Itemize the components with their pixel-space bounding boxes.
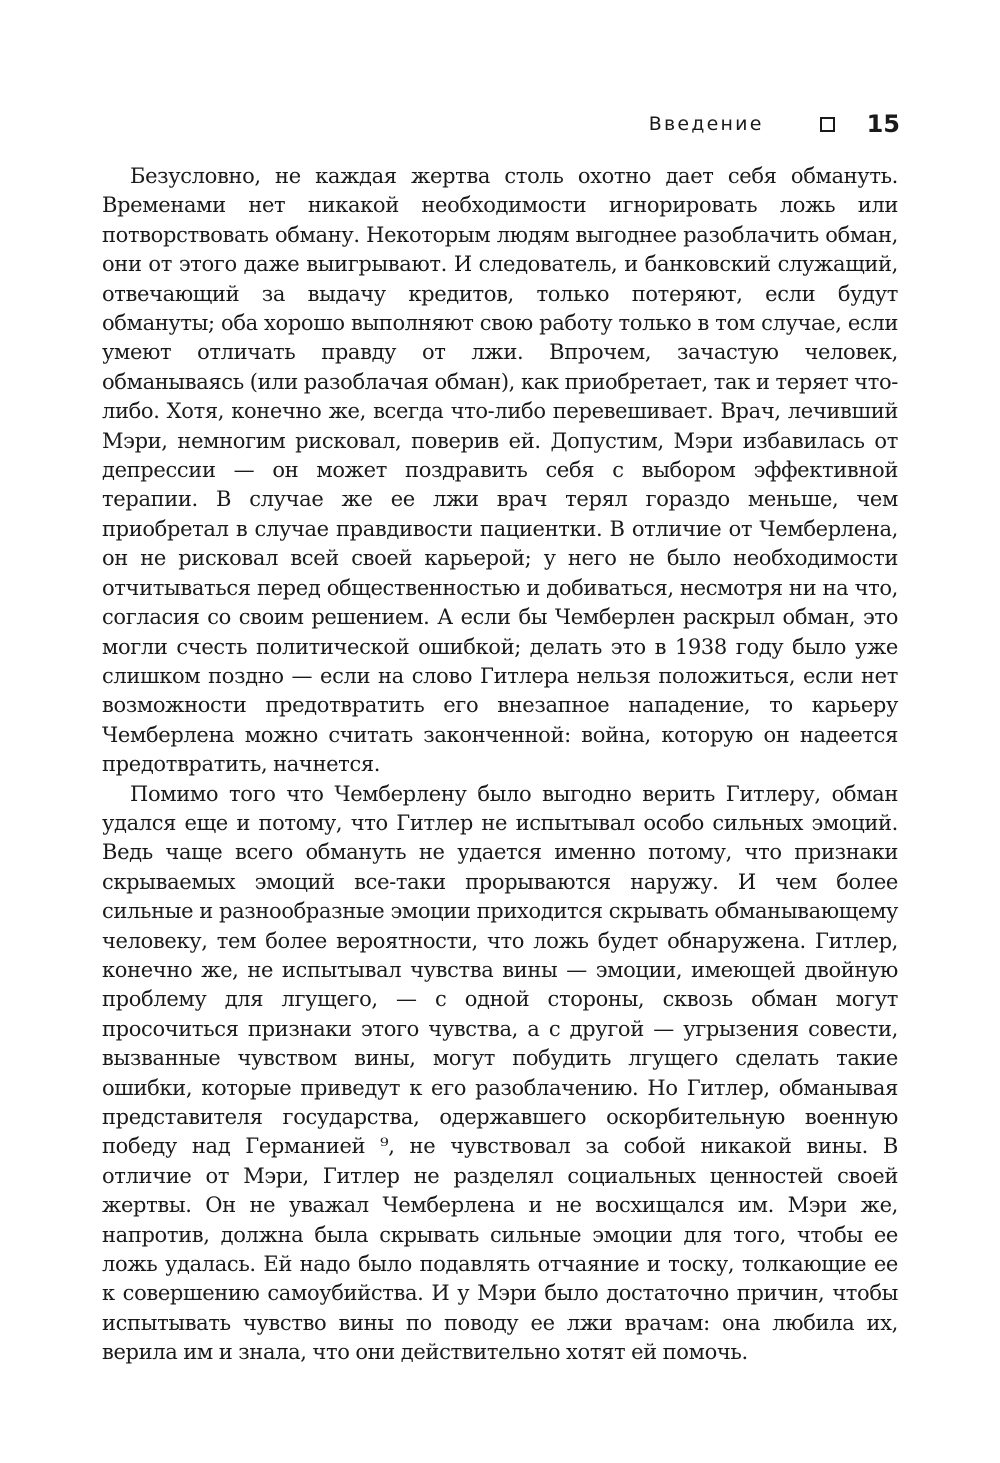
paragraph-1: Безусловно, не каждая жертва столь охотно дает себя обмануть. Временами нет никакой необходимости игнорировать ложь или потворствовать обману. Некоторым людям выгоднее разоблачить обман, они от этого даже выигрывают. И следователь, и банковский служащий, отвечающий за выдачу кредитов, только потеряют, если будут обмануты; оба хорошо выполняют свою работу только в том случае, если умеют отличать правду от лжи. Впрочем, зачастую человек, обманываясь (или разоблачая обман), как приобретает, так и теряет что-либо. Хотя, конечно же, всегда что-либо перевешивает. Врач, лечивший Мэри, немногим рисковал, поверив ей. Допустим, Мэри избавилась от депрессии — он может поздравить себя с выбором эффективной терапии. В случае же ее лжи врач терял гораздо меньше, чем приобретал в случае правдивости пациентки. В отличие от Чемберлена, он не рисковал всей своей карьерой; у него не было необходимости отчитываться перед общественностью и добиваться, несмотря ни на что, согласия со своим решением. А если бы Чемберлен раскрыл обман, это могли счесть политической ошибкой; делать это в 1938 году было уже слишком поздно — если на слово Гитлера нельзя положиться, если нет возможности предотвратить его внезапное нападение, то карьеру Чемберлена можно считать законченной: война, которую он надеется предотвратить, начнется. xyxy=(102,164,898,777)
running-header xyxy=(649,108,900,140)
square-box-icon xyxy=(820,117,835,132)
paragraph-2: Помимо того что Чемберлену было выгодно верить Гитлеру, обман удался еще и потому, что Гитлер не испытывал особо сильных эмоций. Ведь чаще всего обмануть не удается именно потому, что признаки скрываемых эмоций все-таки прорываются наружу. И чем более сильные и разнообразные эмоции приходится скрывать обманывающему человеку, тем более вероятности, что ложь будет обнаружена. Гитлер, конечно же, не испытывал чувства вины — эмоции, имеющей двойную проблему для лгущего, — с одной стороны, сквозь обман могут просочиться признаки этого чувства, а с другой — угрызения совести, вызванные чувством вины, могут побудить лгущего сделать такие ошибки, которые приведут к его разоблачению. Но Гитлер, обманывая представителя государства, одержавшего оскорбительную военную победу над Германией ⁹, не чувствовал за собой никакой вины. В отличие от Мэри, Гитлер не разделял социальных ценностей своей жертвы. Он не уважал Чемберлена и не восхищался им. Мэри же, напротив, должна была скрывать сильные эмоции для того, чтобы ее ложь удалась. Ей надо было подавлять отчаяние и тоску, толкающие ее к совершению самоубийства. И у Мэри было достаточно причин, чтобы испытывать чувство вины по поводу ее лжи врачам: она любила их, верила им и знала, что они действительно хотят ей помочь. xyxy=(102,781,898,1365)
section-title: Введение xyxy=(648,113,764,135)
body-text xyxy=(102,162,898,1368)
page-number: 15 xyxy=(866,110,900,138)
